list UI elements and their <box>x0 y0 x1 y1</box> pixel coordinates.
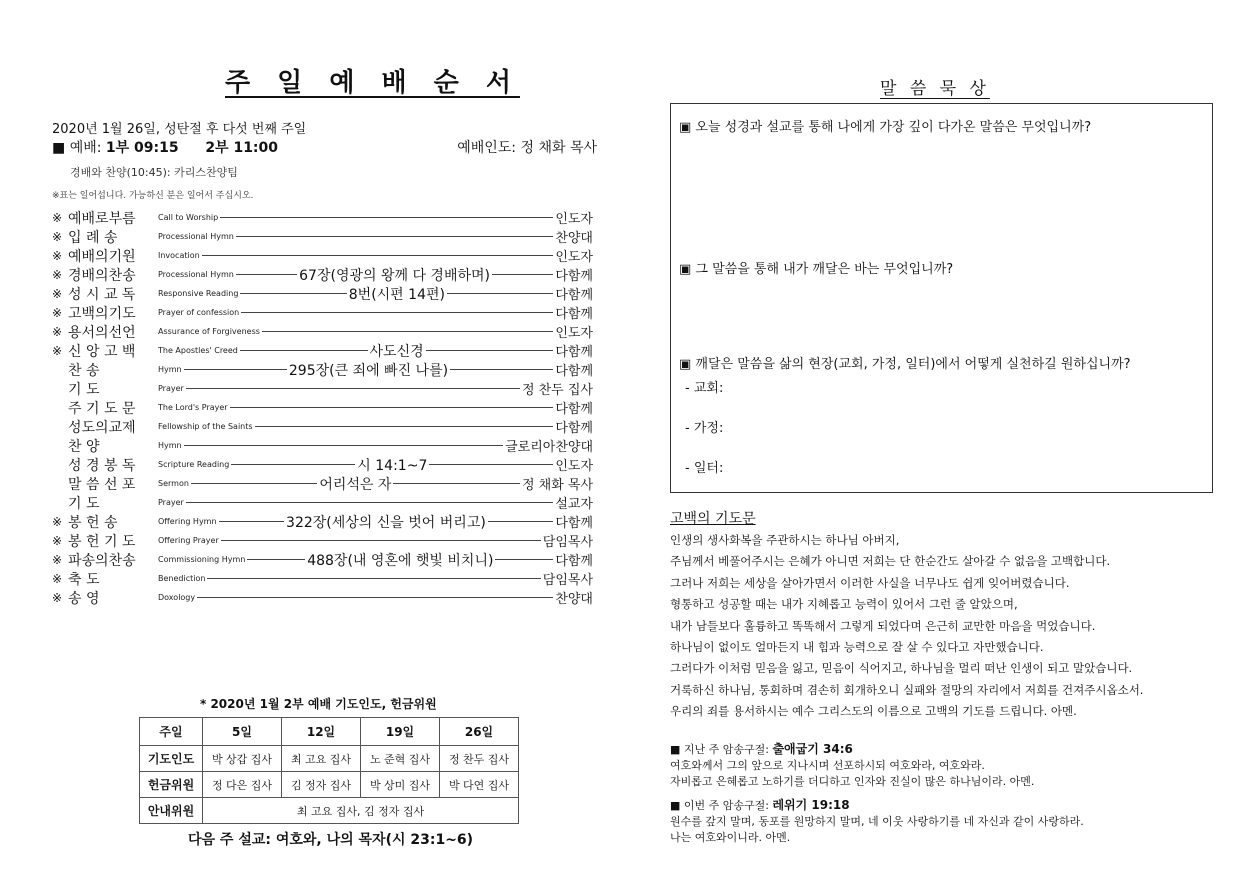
item-english: Processional Hymn <box>158 270 234 279</box>
item-detail: 295장(큰 죄에 빠진 나를) <box>288 362 449 379</box>
leader-line <box>447 293 553 294</box>
item-detail: 시 14:1~7 <box>357 457 428 474</box>
item-english: Offering Prayer <box>158 536 219 545</box>
order-row <box>52 512 593 531</box>
stand-mark: ※ <box>52 533 63 548</box>
prayer-line: 주님께서 베풀어주시는 은혜가 아니면 저희는 단 한순간도 살아갈 수 없음을 고백합니다. <box>670 554 1111 569</box>
order-row <box>52 265 593 284</box>
item-detail: 8번(시편 14편) <box>348 286 445 303</box>
item-english: The Apostles' Creed <box>158 346 238 355</box>
leader-line <box>495 559 553 560</box>
prayer-line: 하나님이 없이도 얼마든지 내 힘과 능력으로 잘 살 수 있다고 자만했습니다. <box>670 640 1044 655</box>
meditation-title: 말 씀 묵 상 <box>880 79 990 99</box>
table-cell: 정 다은 집사 <box>203 772 282 798</box>
item-leader: 다함께 <box>555 307 593 322</box>
item-leader: 다함께 <box>555 402 593 417</box>
question-2: ▣ 그 말씀을 통해 내가 깨달은 바는 무엇입니까? <box>679 262 954 277</box>
stand-mark: ※ <box>52 286 63 301</box>
item-english: Scripture Reading <box>158 460 230 469</box>
leader-line <box>488 521 554 522</box>
leader-line <box>393 483 519 484</box>
memory-line: 원수를 갚지 말며, 동포를 원망하지 말며, 네 이웃 사랑하기를 네 자신과 같이 사랑하라. <box>670 815 1084 828</box>
leader-line <box>202 255 554 256</box>
order-row <box>52 436 593 455</box>
row-label: 안내위원 <box>140 798 203 824</box>
leader-line <box>492 274 553 275</box>
item-english: Hymn <box>158 441 182 450</box>
item-leader: 다함께 <box>555 288 594 303</box>
item-leader: 다함께 <box>555 516 593 531</box>
item-english: Hymn <box>158 365 182 374</box>
table-header: 19일 <box>361 718 440 746</box>
leader-line <box>184 445 503 446</box>
order-row <box>52 398 593 417</box>
second-service: 2부 11:00 <box>205 140 279 156</box>
leader-line <box>221 540 541 541</box>
memory-line: 여호와께서 그의 앞으로 지나시며 선포하시되 여호와라, 여호와라. <box>670 759 985 772</box>
leader-line <box>240 350 368 351</box>
item-name: 찬 양 <box>68 438 100 455</box>
item-english: Invocation <box>158 251 200 260</box>
order-row <box>52 208 593 227</box>
order-row <box>52 341 593 360</box>
memory-line: 나는 여호와이니라. 아멘. <box>670 831 791 844</box>
item-english: Call to Worship <box>158 213 219 222</box>
table-cell: 노 준혁 집사 <box>361 746 440 772</box>
item-english: Prayer <box>158 384 184 393</box>
next-sermon: 다음 주 설교: 여호와, 나의 목자(시 23:1~6) <box>188 832 474 848</box>
item-name: 고백의기도 <box>68 305 136 322</box>
leader-line <box>241 312 553 313</box>
item-name: 성도의교제 <box>68 419 136 436</box>
stand-mark: ※ <box>52 305 63 320</box>
item-leader: 찬양대 <box>555 231 593 246</box>
memory-verse-last <box>670 741 1235 790</box>
order-row <box>52 493 593 512</box>
leader-line <box>255 426 554 427</box>
item-english: Responsive Reading <box>158 289 239 298</box>
item-name: 봉 헌 기 도 <box>68 533 136 550</box>
item-english: Benediction <box>158 574 206 583</box>
order-row <box>52 531 593 550</box>
prayer-line: 인생의 생사화복을 주관하시는 하나님 아버지, <box>670 533 900 547</box>
memory-ref: 출애굽기 34:6 <box>772 742 853 756</box>
memory-verse-this <box>670 797 1235 846</box>
table-header: 주일 <box>140 718 203 746</box>
item-name: 말 씀 선 포 <box>68 476 136 493</box>
stand-mark: ※ <box>52 267 63 282</box>
item-detail: 322장(세상의 신을 벗어 버리고) <box>286 514 486 531</box>
leader-line <box>230 407 554 408</box>
item-english: The Lord's Prayer <box>158 403 228 412</box>
item-leader: 인도자 <box>555 326 593 341</box>
row-label: 기도인도 <box>140 746 203 772</box>
stand-mark: ※ <box>52 343 63 358</box>
item-english: Processional Hymn <box>158 232 234 241</box>
leader-line <box>262 331 553 332</box>
prayer-line: 우리의 죄를 용서하시는 예수 그리스도의 이름으로 고백의 기도를 드립니다. 아멘. <box>670 704 1077 719</box>
leader-line <box>231 464 355 465</box>
duty-table-title: * 2020년 1월 2부 예배 기도인도, 헌금위원 <box>200 697 437 711</box>
item-detail: 67장(영광의 왕께 다 경배하며) <box>299 267 490 284</box>
table-header: 5일 <box>203 718 282 746</box>
memory-ref: 레위기 19:18 <box>772 798 850 812</box>
leader-line <box>236 236 553 237</box>
order-row <box>52 227 593 246</box>
order-row <box>52 550 593 569</box>
meditation-box <box>670 103 1213 493</box>
item-leader: 담임목사 <box>542 573 593 588</box>
item-name: 예배의기원 <box>68 248 136 265</box>
order-row <box>52 455 593 474</box>
stand-mark: ※ <box>52 514 63 529</box>
table-cell: 박 다연 집사 <box>440 772 519 798</box>
item-leader: 다함께 <box>555 345 593 360</box>
leader-line <box>186 502 553 503</box>
worship-label: 예배: <box>69 140 106 156</box>
item-leader: 글로리아찬양대 <box>505 440 593 455</box>
item-leader: 담임목사 <box>542 535 593 550</box>
leader-line <box>191 483 317 484</box>
order-row <box>52 246 593 265</box>
leader-line <box>207 578 540 579</box>
table-header: 12일 <box>282 718 361 746</box>
order-row <box>52 474 593 493</box>
item-name: 신 앙 고 백 <box>68 343 136 360</box>
prayer-line: 거룩하신 하나님, 통회하며 겸손히 회개하오니 실패와 절망의 자리에서 저희를 건져주시옵소서. <box>670 682 1144 697</box>
answer-church: - 교회: <box>685 381 724 396</box>
order-of-service <box>52 208 593 607</box>
item-detail: 어리석은 자 <box>319 476 392 493</box>
leader-line <box>197 597 553 598</box>
square-bullet-icon: ■ <box>52 140 66 156</box>
item-name: 주 기 도 문 <box>68 400 136 417</box>
table-row <box>140 798 519 824</box>
prayer-text <box>670 530 1230 723</box>
table-row <box>140 718 519 746</box>
item-name: 경배의찬송 <box>68 267 136 284</box>
service-date: 2020년 1월 26일, 성탄절 후 다섯 번째 주일 <box>52 122 307 137</box>
order-row <box>52 588 593 607</box>
leader-line <box>429 464 553 465</box>
leader-line <box>219 521 285 522</box>
memory-label: ■ 지난 주 암송구절: <box>670 743 773 756</box>
stand-mark: ※ <box>52 590 63 605</box>
item-name: 입 례 송 <box>68 229 118 246</box>
table-header: 26일 <box>440 718 519 746</box>
leader-line <box>450 369 553 370</box>
question-1: ▣ 오늘 성경과 설교를 통해 나에게 가장 깊이 다가온 말씀은 무엇입니까? <box>679 120 1092 135</box>
item-english: Assurance of Forgiveness <box>158 327 260 336</box>
item-name: 예배로부름 <box>68 210 136 227</box>
item-english: Commissioning Hymn <box>158 555 246 564</box>
item-name: 축 도 <box>68 571 100 588</box>
stand-mark: ※ <box>52 248 63 263</box>
answer-home: - 가정: <box>685 421 724 436</box>
item-name: 찬 송 <box>68 362 100 379</box>
item-leader: 다함께 <box>555 421 593 436</box>
stand-note: ※표는 일어섭니다. 가능하신 분은 일어서 주십시오. <box>52 191 254 201</box>
order-row <box>52 284 593 303</box>
table-row <box>140 772 519 798</box>
item-leader: 인도자 <box>555 459 594 474</box>
stand-mark: ※ <box>52 229 63 244</box>
item-leader: 다함께 <box>555 269 593 284</box>
question-3: ▣ 깨달은 말씀을 삶의 현장(교회, 가정, 일터)에서 어떻게 실천하길 원하십니까? <box>679 357 1131 372</box>
leader-line <box>236 274 297 275</box>
item-detail: 사도신경 <box>369 343 424 360</box>
item-leader: 설교자 <box>555 497 593 512</box>
item-english: Offering Hymn <box>158 517 217 526</box>
item-name: 기 도 <box>68 495 100 512</box>
table-cell: 김 정자 집사 <box>282 772 361 798</box>
item-name: 파송의찬송 <box>68 552 136 569</box>
item-english: Fellowship of the Saints <box>158 422 253 431</box>
item-name: 용서의선언 <box>68 324 136 341</box>
worship-times <box>52 137 597 157</box>
prayer-title: 고백의 기도문 <box>670 511 756 527</box>
item-name: 기 도 <box>68 381 100 398</box>
table-cell: 정 찬두 집사 <box>440 746 519 772</box>
table-row <box>140 746 519 772</box>
item-name: 봉 헌 송 <box>68 514 118 531</box>
item-leader: 다함께 <box>555 554 593 569</box>
row-label: 헌금위원 <box>140 772 203 798</box>
order-row <box>52 569 593 588</box>
praise-note: 경배와 찬양(10:45): 카리스찬양팀 <box>70 166 238 179</box>
prayer-line: 형통하고 성공할 때는 내가 지혜롭고 능력이 있어서 그런 줄 알았으며, <box>670 597 1018 612</box>
item-leader: 다함께 <box>555 364 594 379</box>
stand-mark: ※ <box>52 552 63 567</box>
leader-line <box>426 350 554 351</box>
table-cell: 최 고요 집사 <box>282 746 361 772</box>
order-row <box>52 303 593 322</box>
item-leader: 인도자 <box>555 250 593 265</box>
duty-table <box>139 717 519 824</box>
page-title: 주 일 예 배 순 서 <box>225 68 520 98</box>
prayer-line: 그러다가 이처럼 믿음을 잃고, 믿음이 식어지고, 하나님을 멀리 떠난 인생이 되고 말았습니다. <box>670 661 1133 676</box>
stand-mark: ※ <box>52 210 63 225</box>
order-row <box>52 322 593 341</box>
memory-label: ■ 이번 주 암송구절: <box>670 799 773 812</box>
item-leader: 정 채화 목사 <box>521 478 594 493</box>
item-leader: 정 찬두 집사 <box>521 383 593 398</box>
item-english: Sermon <box>158 479 189 488</box>
item-name: 성 경 봉 독 <box>68 457 136 474</box>
prayer-line: 내가 남들보다 훌륭하고 똑똑해서 그렇게 되었다며 은근히 교만한 마음을 먹었습니다. <box>670 618 1096 633</box>
prayer-line: 그러나 저희는 세상을 살아가면서 이러한 사실을 너무나도 쉽게 잊어버렸습니다. <box>670 575 1070 590</box>
item-detail: 488장(내 영혼에 햇빛 비치니) <box>307 552 494 569</box>
stand-mark: ※ <box>52 324 63 339</box>
table-cell: 최 고요 집사, 김 정자 집사 <box>203 798 519 824</box>
order-row <box>52 379 593 398</box>
order-row <box>52 360 593 379</box>
stand-mark: ※ <box>52 571 63 586</box>
leader-line <box>247 559 305 560</box>
item-name: 성 시 교 독 <box>68 286 136 303</box>
item-english: Doxology <box>158 593 196 602</box>
item-english: Prayer of confession <box>158 308 240 317</box>
worship-leader: 예배인도: 정 채화 목사 <box>457 140 597 156</box>
leader-line <box>184 369 287 370</box>
leader-line <box>240 293 346 294</box>
table-cell: 박 상미 집사 <box>361 772 440 798</box>
leader-line <box>220 217 553 218</box>
first-service: 1부 09:15 <box>105 140 179 156</box>
answer-work: - 일터: <box>685 461 724 476</box>
item-english: Prayer <box>158 498 184 507</box>
memory-line: 자비롭고 은혜롭고 노하기를 더디하고 인자와 진실이 많은 하나님이라. 아멘. <box>670 775 1035 788</box>
item-leader: 찬양대 <box>555 592 593 607</box>
order-row <box>52 417 593 436</box>
leader-line <box>186 388 520 389</box>
item-name: 송 영 <box>68 590 100 607</box>
table-cell: 박 상갑 집사 <box>203 746 282 772</box>
item-leader: 인도자 <box>555 212 593 227</box>
